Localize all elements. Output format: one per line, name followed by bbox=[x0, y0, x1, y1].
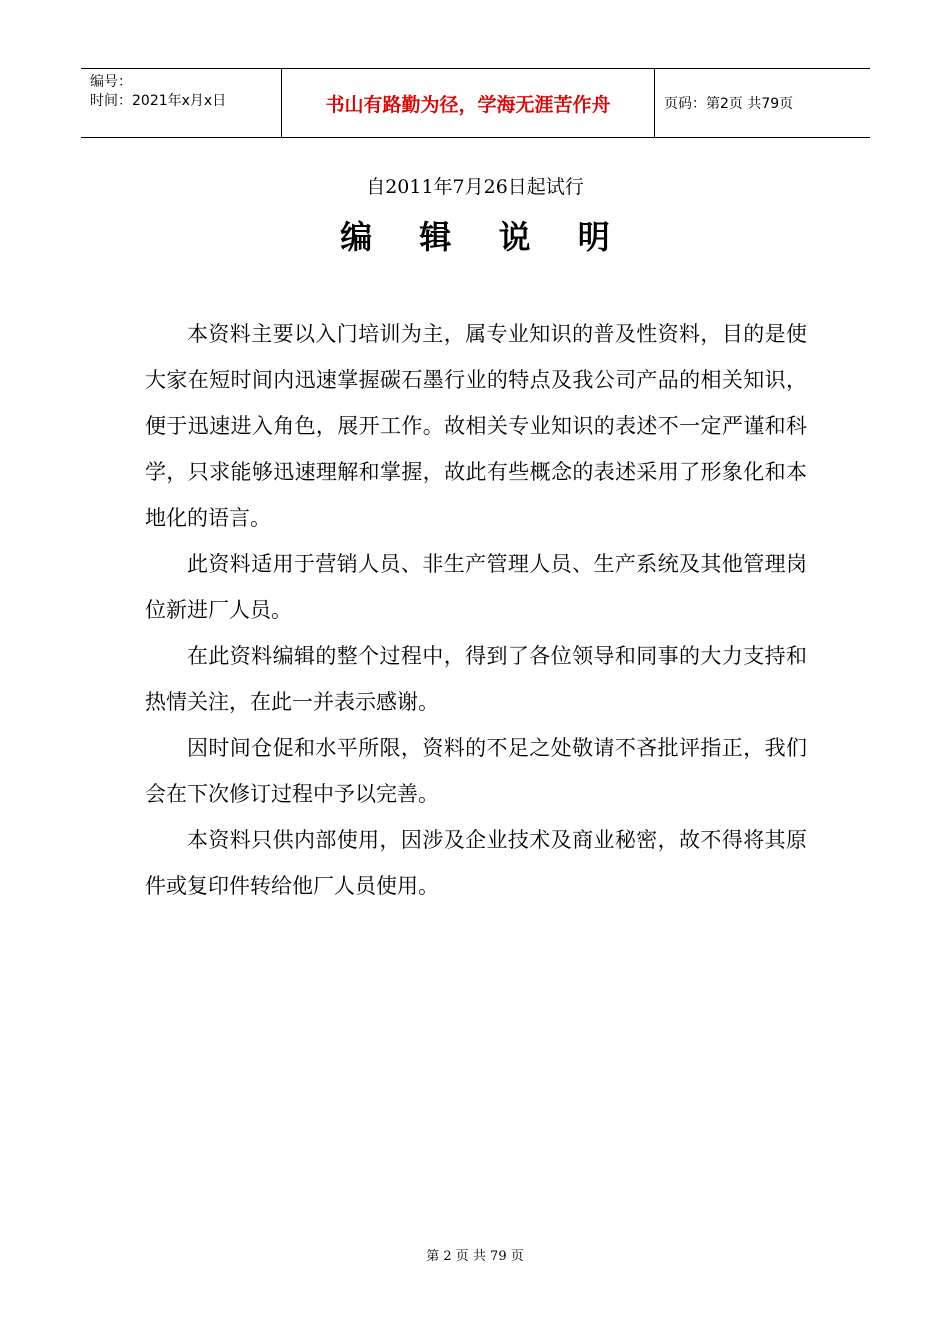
header-page-info: 页码：第2页 共79页 bbox=[664, 96, 794, 112]
paragraph: 此资料适用于营销人员、非生产管理人员、生产系统及其他管理岗位新进厂人员。 bbox=[145, 552, 807, 622]
header-meta bbox=[81, 69, 282, 137]
page-header bbox=[81, 68, 870, 138]
paragraph: 因时间仓促和水平所限，资料的不足之处敬请不吝批评指正，我们会在下次修订过程中予以完善。 bbox=[145, 736, 807, 806]
paragraph: 本资料只供内部使用，因涉及企业技术及商业秘密，故不得将其原件或复印件转给他厂人员使用。 bbox=[145, 828, 807, 898]
document-number-label: 编号： bbox=[90, 74, 132, 90]
paragraph: 在此资料编辑的整个过程中，得到了各位领导和同事的大力支持和热情关注，在此一并表示感谢。 bbox=[145, 644, 807, 714]
page-title: 编 辑 说 明 bbox=[340, 218, 628, 256]
effective-date: 自2011年7月26日起试行 bbox=[366, 176, 584, 198]
paragraph: 本资料主要以入门培训为主，属专业知识的普及性资料，目的是使大家在短时间内迅速掌握碳石墨行业的特点及我公司产品的相关知识，便于迅速进入角色，展开工作。故相关专业知识的表述不一定严谨和科学，只求能够迅速理解和掌握，故此有些概念的表述采用了形象化和本地化的语言。 bbox=[145, 322, 807, 530]
document-date-label: 时间：2021年x月x日 bbox=[90, 93, 227, 109]
header-slogan: 书山有路勤为径，学海无涯苦作舟 bbox=[282, 69, 655, 137]
page-footer: 第 2 页 共 79 页 bbox=[426, 1249, 524, 1264]
document-body bbox=[145, 311, 807, 909]
